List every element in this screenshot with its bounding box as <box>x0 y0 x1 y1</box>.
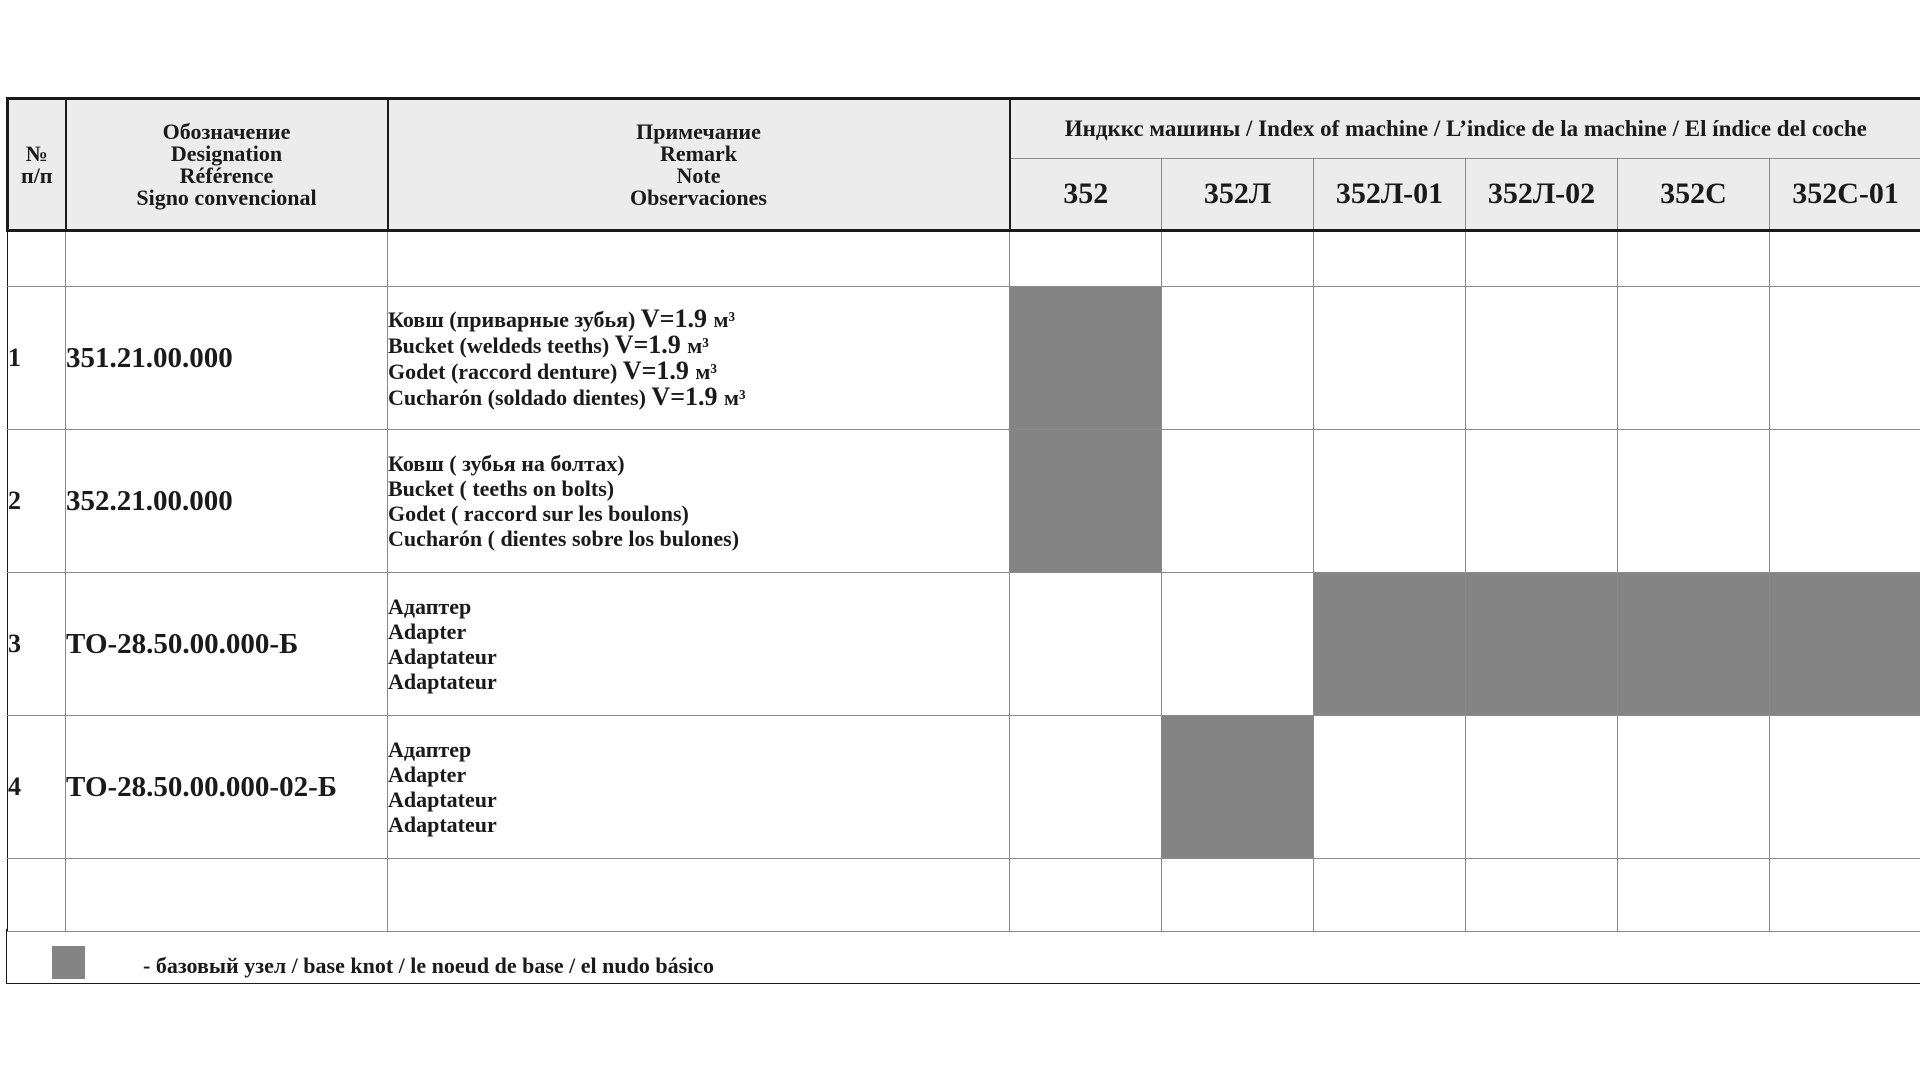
remark-text: Адаптер <box>388 594 472 619</box>
header-model: 352Л-01 <box>1314 159 1466 231</box>
remark-line <box>388 501 1009 526</box>
legend-text: - базовый узел / base knot / le noeud de base / el nudo básico <box>143 953 715 978</box>
applicability-cell <box>1314 430 1466 573</box>
applicability-cell <box>1466 430 1618 573</box>
row-designation: 351.21.00.000 <box>66 287 388 430</box>
header-model: 352С <box>1618 159 1770 231</box>
remark-line <box>388 332 1009 358</box>
remark-text: Adapter <box>388 619 467 644</box>
remark-line <box>388 619 1009 644</box>
table-row <box>8 430 1920 573</box>
applicability-cell <box>1162 430 1314 573</box>
remark-line <box>388 384 1009 410</box>
applicability-cell <box>1770 430 1920 573</box>
remark-line <box>388 451 1009 476</box>
table-row-blank <box>8 859 1920 932</box>
remark-text: Adaptateur <box>388 787 497 812</box>
remark-text: Godet ( raccord sur les boulons) <box>388 501 689 526</box>
row-designation: 352.21.00.000 <box>66 430 388 573</box>
row-remark <box>388 716 1010 859</box>
remark-line <box>388 644 1009 669</box>
header-model: 352С-01 <box>1770 159 1920 231</box>
applicability-mark <box>1010 430 1162 573</box>
remark-text: Bucket (weldeds teeths) <box>388 333 615 358</box>
remark-text: Ковш (приварные зубья) <box>388 307 641 332</box>
applicability-cell <box>1466 716 1618 859</box>
remark-line <box>388 737 1009 762</box>
remark-text: Adaptateur <box>388 644 497 669</box>
applicability-mark <box>1010 287 1162 430</box>
table-row <box>8 573 1920 716</box>
remark-text: Bucket ( teeths on bolts) <box>388 476 615 501</box>
legend <box>6 929 1920 984</box>
header-designation: Обозначение Designation Référence Signo convencional <box>66 99 388 231</box>
row-remark <box>388 430 1010 573</box>
applicability-cell <box>1466 287 1618 430</box>
applicability-mark <box>1618 573 1770 716</box>
applicability-cell <box>1770 287 1920 430</box>
remark-volume: V=1.9 <box>640 304 714 333</box>
applicability-cell <box>1010 573 1162 716</box>
applicability-cell <box>1314 716 1466 859</box>
row-number: 2 <box>8 430 66 573</box>
applicability-cell <box>1314 287 1466 430</box>
applicability-cell <box>1770 716 1920 859</box>
applicability-cell <box>1618 287 1770 430</box>
remark-volume: V=1.9 <box>651 382 725 411</box>
row-designation: ТО-28.50.00.000-Б <box>66 573 388 716</box>
applicability-cell <box>1618 430 1770 573</box>
remark-line <box>388 669 1009 694</box>
row-remark <box>388 287 1010 430</box>
remark-unit: м³ <box>713 307 736 332</box>
remark-text: Godet (raccord denture) <box>388 359 623 384</box>
remark-text: Cucharón (soldado dientes) <box>388 385 652 410</box>
table-row <box>8 287 1920 430</box>
remark-line <box>388 358 1009 384</box>
table-row-blank <box>8 231 1920 287</box>
remark-line <box>388 526 1009 551</box>
applicability-cell <box>1162 287 1314 430</box>
row-designation: ТО-28.50.00.000-02-Б <box>66 716 388 859</box>
header-remark: Примечание Remark Note Observaciones <box>388 99 1010 231</box>
remark-line <box>388 306 1009 332</box>
table-row <box>8 716 1920 859</box>
header-model: 352Л <box>1162 159 1314 231</box>
applicability-cell <box>1162 573 1314 716</box>
remark-text: Adaptateur <box>388 669 497 694</box>
applicability-mark <box>1162 716 1314 859</box>
legend-swatch <box>52 946 85 979</box>
applicability-mark <box>1466 573 1618 716</box>
remark-line <box>388 787 1009 812</box>
remark-line <box>388 476 1009 501</box>
row-remark <box>388 573 1010 716</box>
applicability-cell <box>1010 716 1162 859</box>
remark-text: Ковш ( зубья на болтах) <box>388 451 625 476</box>
remark-line <box>388 762 1009 787</box>
remark-line <box>388 594 1009 619</box>
header-machine-index: Индккс машины / Index of machine / L’indice de la machine / El índice del coche <box>1010 99 1920 159</box>
applicability-mark <box>1770 573 1920 716</box>
applicability-mark <box>1314 573 1466 716</box>
remark-unit: м³ <box>687 333 709 358</box>
applicability-cell <box>1618 716 1770 859</box>
row-number: 3 <box>8 573 66 716</box>
remark-volume: V=1.9 <box>622 356 696 385</box>
remark-unit: м³ <box>695 359 718 384</box>
row-number: 4 <box>8 716 66 859</box>
specification-table <box>6 97 1920 932</box>
remark-text: Адаптер <box>388 737 472 762</box>
header-model: 352 <box>1010 159 1162 231</box>
remark-text: Adaptateur <box>388 812 497 837</box>
remark-unit: м³ <box>724 385 746 410</box>
header-model: 352Л-02 <box>1466 159 1618 231</box>
row-number: 1 <box>8 287 66 430</box>
remark-line <box>388 812 1009 837</box>
header-number: № п/п <box>8 99 66 231</box>
remark-text: Cucharón ( dientes sobre los bulones) <box>388 526 740 551</box>
remark-volume: V=1.9 <box>614 330 688 359</box>
remark-text: Adapter <box>388 762 467 787</box>
